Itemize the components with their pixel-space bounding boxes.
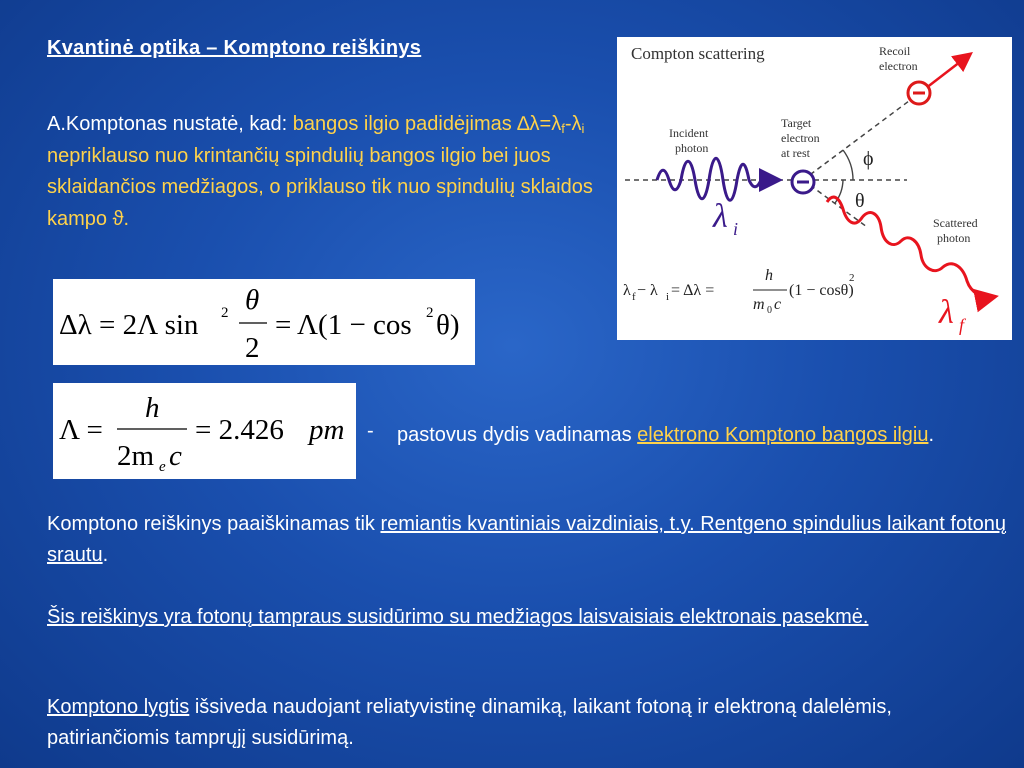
compton-note-end: . bbox=[928, 424, 935, 446]
recoil-dashed-line bbox=[803, 95, 917, 180]
theta-symbol: θ bbox=[855, 190, 865, 212]
compton-note-dash: - bbox=[367, 420, 374, 442]
formula-compton-wavelength bbox=[53, 383, 356, 479]
compton-note bbox=[397, 420, 997, 451]
diag-eq-i-sub: i bbox=[666, 291, 670, 303]
f2-rhs: = 2.426 bbox=[195, 414, 284, 446]
lambda-i-sub: i bbox=[733, 219, 739, 239]
diagram-title: Compton scattering bbox=[631, 44, 765, 63]
compton-finding-paragraph bbox=[47, 109, 607, 235]
intro-sub-f: f bbox=[561, 121, 565, 136]
lambda-f-sub: f bbox=[959, 315, 965, 335]
lambda-f-symbol: λ bbox=[939, 294, 954, 331]
incident-label-1: Incident bbox=[669, 126, 709, 140]
phi-symbol: ϕ bbox=[863, 148, 874, 170]
f1-sin-exp: 2 bbox=[221, 305, 229, 321]
target-label-3: at rest bbox=[781, 146, 810, 160]
intro-lead: A.Komptonas nustatė, kad: bbox=[47, 113, 293, 135]
f2-den-c: c bbox=[169, 440, 182, 472]
formula-compton-shift bbox=[53, 279, 475, 365]
f1-frac-den: 2 bbox=[245, 332, 260, 364]
f1-rhs: = Λ(1 − cos bbox=[275, 309, 412, 341]
diag-eq-h: h bbox=[765, 267, 773, 284]
diag-eq-mid: − λ bbox=[637, 282, 658, 299]
diag-eq-f-sub: f bbox=[632, 291, 636, 303]
target-label-1: Target bbox=[781, 116, 812, 130]
collision-paragraph[interactable]: Šis reiškinys yra fotonų tampraus susidūrimo su medžiagos laisvaisiais elektronais pasekmė. bbox=[47, 606, 869, 628]
compton-diagram-svg bbox=[617, 37, 1012, 340]
f1-rhs-end: θ) bbox=[436, 309, 460, 341]
f1-rhs-exp: 2 bbox=[426, 305, 434, 321]
diag-eq-c: c bbox=[774, 296, 782, 313]
intro-gold-1: bangos ilgio padidėjimas bbox=[292, 113, 518, 135]
f2-unit: pm bbox=[309, 414, 345, 446]
recoil-label-2: electron bbox=[879, 59, 918, 73]
f1-frac-num: θ bbox=[245, 284, 260, 316]
f2-num: h bbox=[145, 392, 160, 424]
formula-compton-shift-svg bbox=[53, 279, 475, 365]
f2-den-main: 2m bbox=[117, 440, 155, 472]
para3-text: išsiveda naudojant reliatyvistinę dinamiką, laikant fotoną ir elektroną dalelėmis, patiriančiomis tamprųjį susidūrimą. bbox=[47, 696, 892, 749]
scattered-label-1: Scattered bbox=[933, 216, 978, 230]
diag-eq-m-sub: 0 bbox=[767, 305, 772, 316]
target-label-2: electron bbox=[781, 131, 820, 145]
diag-eq-eq: = Δλ = bbox=[671, 282, 715, 299]
formula-compton-wavelength-svg bbox=[53, 383, 356, 479]
scattered-label-2: photon bbox=[937, 231, 971, 245]
intro-delta-lambda: ∆λ=λ bbox=[517, 113, 562, 135]
compton-equation-link[interactable]: Komptono lygtis bbox=[47, 696, 190, 718]
diag-eq-rhs: (1 − cosθ) bbox=[789, 282, 854, 299]
diag-eq-lambda-f: λ bbox=[623, 282, 631, 299]
intro-gold-2: nepriklauso nuo krintančių spindulių bangos ilgio bei juos sklaidančios medžiagos, o priklauso tik nuo spindulių sklaidos kampo ϑ. bbox=[47, 144, 593, 230]
equation-paragraph bbox=[47, 692, 1007, 754]
recoil-label-1: Recoil bbox=[879, 44, 911, 58]
compton-note-text: pastovus dydis vadinamas bbox=[397, 424, 638, 446]
para1-end: . bbox=[102, 544, 109, 566]
compton-wavelength-link[interactable]: elektrono Komptono bangos ilgiu bbox=[637, 424, 929, 446]
compton-scattering-diagram bbox=[617, 37, 1012, 340]
diag-eq-m: m bbox=[753, 296, 765, 313]
intro-sub-i: i bbox=[581, 121, 585, 136]
incident-label-2: photon bbox=[675, 141, 709, 155]
diag-eq-exp: 2 bbox=[849, 272, 855, 284]
f1-lhs: Δλ = 2Λ sin bbox=[59, 309, 199, 341]
slide-title: Kvantinė optika – Komptono reiškinys bbox=[47, 37, 422, 59]
para1-text: Komptono reiškinys paaiškinamas tik bbox=[47, 513, 381, 535]
quantum-view-link[interactable]: remiantis kvantiniais vaizdiniais, t.y. Rentgeno spindulius laikant fotonų srautu bbox=[47, 513, 1007, 566]
lambda-i-symbol: λ bbox=[713, 198, 728, 235]
f2-lhs: Λ = bbox=[59, 414, 103, 446]
intro-minus-lambda: -λ bbox=[564, 113, 582, 135]
explanation-paragraph bbox=[47, 509, 1007, 571]
phi-arc bbox=[843, 150, 853, 180]
f2-den-sub: e bbox=[159, 459, 166, 475]
